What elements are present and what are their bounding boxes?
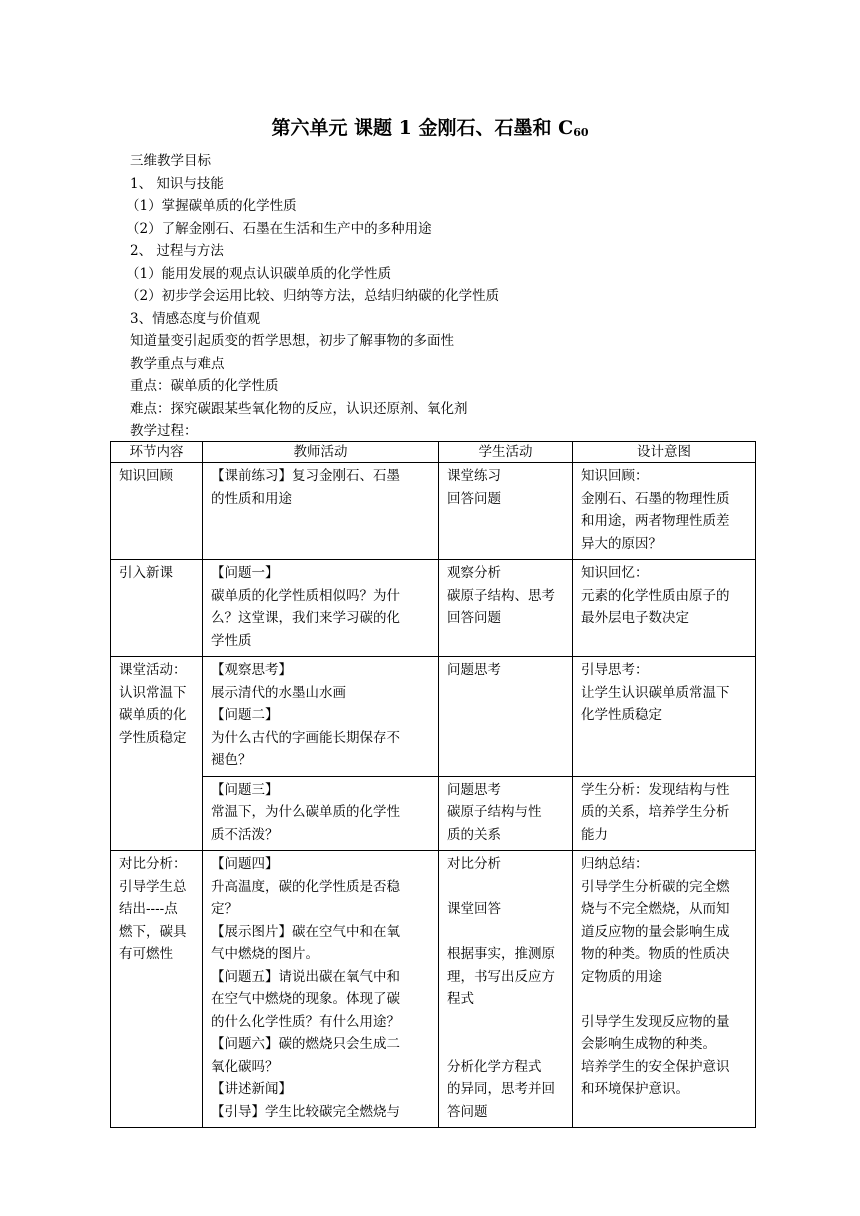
teacher-cell-line: 【问题六】碳的燃烧只会生成二 (211, 1036, 400, 1052)
table-header-row (111, 442, 756, 463)
header-student: 学生活动 (439, 442, 573, 463)
intro-line: 重点：碳单质的化学性质 (130, 378, 279, 394)
header-design: 设计意图 (573, 442, 756, 463)
student-cell (439, 560, 573, 657)
student-cell-line: 对比分析 (447, 856, 501, 872)
student-cell-line (447, 876, 566, 899)
student-cell-line (447, 1033, 566, 1056)
design-cell-line: 质的关系，培养学生分析 (581, 804, 730, 820)
teacher-cell (203, 560, 439, 657)
table-row (111, 851, 756, 1128)
teacher-cell-line: 【问题二】 (211, 707, 279, 723)
student-cell (439, 851, 573, 1128)
student-cell-line: 回答问题 (447, 610, 501, 626)
header-stage: 环节内容 (111, 442, 203, 463)
stage-cell-line: 结出----点 (119, 901, 178, 917)
teacher-cell-line: 气中燃烧的图片。 (211, 946, 319, 962)
design-cell-line: 烧与不完全燃烧，从而知 (581, 901, 730, 917)
student-cell (439, 463, 573, 560)
design-cell-line: 元素的化学性质由原子的 (581, 587, 730, 604)
student-cell-line: 问题思考 (447, 662, 501, 678)
stage-cell-line: 认识常温下 (119, 684, 187, 701)
table-row (111, 657, 756, 777)
stage-cell-line: 有可燃性 (119, 946, 173, 962)
design-cell-line: 引导思考： (581, 662, 649, 678)
design-cell-line: 定物质的用途 (581, 968, 662, 985)
intro-line: 教学过程： (130, 423, 198, 439)
intro-line: 三维教学目标 (130, 153, 211, 169)
intro-line: 教学重点与难点 (130, 355, 225, 372)
design-cell-line: 会影响生成物的种类。 (581, 1036, 716, 1052)
design-cell (573, 851, 756, 1128)
intro-line: 3、情感态度与价值观 (130, 310, 261, 327)
design-cell (573, 463, 756, 560)
stage-cell-line: 学性质稳定 (119, 729, 187, 746)
design-cell-line: 知识回忆： (581, 565, 649, 581)
design-cell-line: 引导学生发现反应物的量 (581, 1013, 730, 1030)
design-cell-line: 异大的原因？ (581, 535, 662, 552)
stage-cell (111, 657, 203, 851)
table-row (111, 776, 756, 851)
stage-cell (111, 560, 203, 657)
teacher-cell-line: 常温下，为什么碳单质的化学性 (211, 804, 400, 820)
teacher-cell-line: 【讲述新闻】 (211, 1081, 292, 1097)
teacher-cell-line: 【展示图片】碳在空气中和在氧 (211, 923, 400, 940)
teacher-cell (203, 463, 439, 560)
intro-line: 1、 知识与技能 (130, 175, 224, 192)
design-cell-line: 最外层电子数决定 (581, 610, 689, 626)
teacher-cell-line: 褪色？ (211, 752, 252, 768)
student-cell-line: 碳原子结构、思考 (447, 587, 555, 604)
teacher-cell-line: 【问题三】 (211, 781, 279, 798)
teacher-cell-line: 碳单质的化学性质相似吗？为什 (211, 587, 400, 604)
design-cell-line: 培养学生的安全保护意识 (581, 1058, 730, 1075)
design-cell-line: 化学性质稳定 (581, 707, 662, 723)
design-cell (573, 560, 756, 657)
design-cell-line: 知识回顾： (581, 468, 649, 484)
student-cell-line (447, 921, 566, 944)
objectives-section (126, 150, 770, 443)
teacher-cell-line: 学性质 (211, 632, 252, 649)
student-cell (439, 657, 573, 777)
student-cell-line: 答问题 (447, 1103, 488, 1120)
teacher-cell-line: 质不活泼？ (211, 826, 279, 843)
student-cell-line: 理，书写出反应方 (447, 968, 555, 985)
teacher-cell-line: 为什么古代的字画能长期保存不 (211, 729, 400, 746)
design-cell-line: 学生分析：发现结构与性 (581, 781, 730, 798)
intro-line: （2）初步学会运用比较、归纳等方法，总结归纳碳的化学性质 (126, 288, 500, 304)
teacher-cell (203, 851, 439, 1128)
student-cell-line (447, 1011, 566, 1034)
student-cell-line: 课堂回答 (447, 901, 501, 917)
stage-cell-line: 课堂活动： (119, 662, 187, 678)
teacher-cell-line: 定？ (211, 901, 238, 917)
student-cell-line: 观察分析 (447, 565, 501, 581)
student-cell-line: 程式 (447, 991, 474, 1007)
design-cell (573, 776, 756, 851)
stage-cell (111, 851, 203, 1128)
stage-cell-line: 对比分析： (119, 856, 187, 872)
student-cell-line: 碳原子结构与性 (447, 804, 542, 820)
stage-cell-line: 碳单质的化 (119, 707, 187, 723)
teaching-process-table (110, 441, 756, 1128)
design-cell-line: 能力 (581, 826, 608, 843)
teacher-cell (203, 657, 439, 777)
design-cell-line: 引导学生分析碳的完全燃 (581, 878, 730, 895)
teacher-cell-line: 【观察思考】 (211, 662, 292, 678)
student-cell-line: 质的关系 (447, 826, 501, 843)
design-cell-line: 和用途，两者物理性质差 (581, 513, 730, 529)
header-teacher: 教师活动 (203, 442, 439, 463)
intro-line: （2）了解金刚石、石墨在生活和生产中的多种用途 (126, 220, 432, 237)
design-cell (573, 657, 756, 777)
design-cell-line: 物的种类。物质的性质决 (581, 946, 730, 962)
teacher-cell-line: 么？这堂课，我们来学习碳的化 (211, 610, 400, 626)
intro-line: （1）掌握碳单质的化学性质 (126, 198, 297, 214)
student-cell-line: 分析化学方程式 (447, 1058, 542, 1075)
table-row (111, 463, 756, 560)
design-cell-line (581, 988, 749, 1011)
teacher-cell-line: 【引导】学生比较碳完全燃烧与 (211, 1103, 400, 1120)
table-body (111, 463, 756, 1128)
student-cell-line: 的异同，思考并回 (447, 1081, 555, 1097)
intro-line: 知道量变引起质变的哲学思想，初步了解事物的多面性 (130, 333, 454, 349)
teacher-cell-line: 的性质和用途 (211, 490, 292, 507)
teacher-cell-line: 【课前练习】复习金刚石、石墨 (211, 468, 400, 484)
intro-line: （1）能用发展的观点认识碳单质的化学性质 (126, 265, 392, 282)
intro-line: 难点：探究碳跟某些氧化物的反应，认识还原剂、氧化剂 (130, 400, 468, 417)
design-cell-line: 让学生认识碳单质常温下 (581, 684, 730, 701)
stage-cell-line: 引导学生总 (119, 878, 187, 895)
teacher-cell (203, 776, 439, 851)
design-cell-line: 金刚石、石墨的物理性质 (581, 490, 730, 507)
teacher-cell-line: 氧化碳吗？ (211, 1058, 279, 1075)
student-cell-line: 课堂练习 (447, 468, 501, 484)
stage-cell-line: 知识回顾 (119, 468, 173, 484)
design-cell-line: 道反应物的量会影响生成 (581, 923, 730, 940)
design-cell-line: 和环境保护意识。 (581, 1081, 689, 1097)
title-subscript: 60 (573, 126, 589, 139)
intro-line: 2、 过程与方法 (130, 243, 224, 259)
page-title (0, 116, 860, 145)
teacher-cell-line: 的什么化学性质？有什么用途？ (211, 1013, 400, 1030)
student-cell-line: 问题思考 (447, 781, 501, 798)
teacher-cell-line: 升高温度，碳的化学性质是否稳 (211, 878, 400, 895)
student-cell-line: 根据事实，推测原 (447, 946, 555, 962)
teacher-cell-line: 【问题一】 (211, 565, 279, 581)
stage-cell-line: 燃下，碳具 (119, 923, 187, 940)
title-text: 第六单元 课题 1 金刚石、石墨和 C (271, 117, 574, 139)
teacher-cell-line: 【问题四】 (211, 856, 279, 872)
table-row (111, 560, 756, 657)
student-cell-line: 回答问题 (447, 490, 501, 507)
stage-cell-line: 引入新课 (119, 565, 173, 581)
stage-cell (111, 463, 203, 560)
teacher-cell-line: 展示清代的水墨山水画 (211, 684, 346, 701)
teacher-cell-line: 【问题五】请说出碳在氧气中和 (211, 968, 400, 985)
design-cell-line: 归纳总结： (581, 856, 649, 872)
student-cell (439, 776, 573, 851)
teacher-cell-line: 在空气中燃烧的现象。体现了碳 (211, 991, 400, 1007)
